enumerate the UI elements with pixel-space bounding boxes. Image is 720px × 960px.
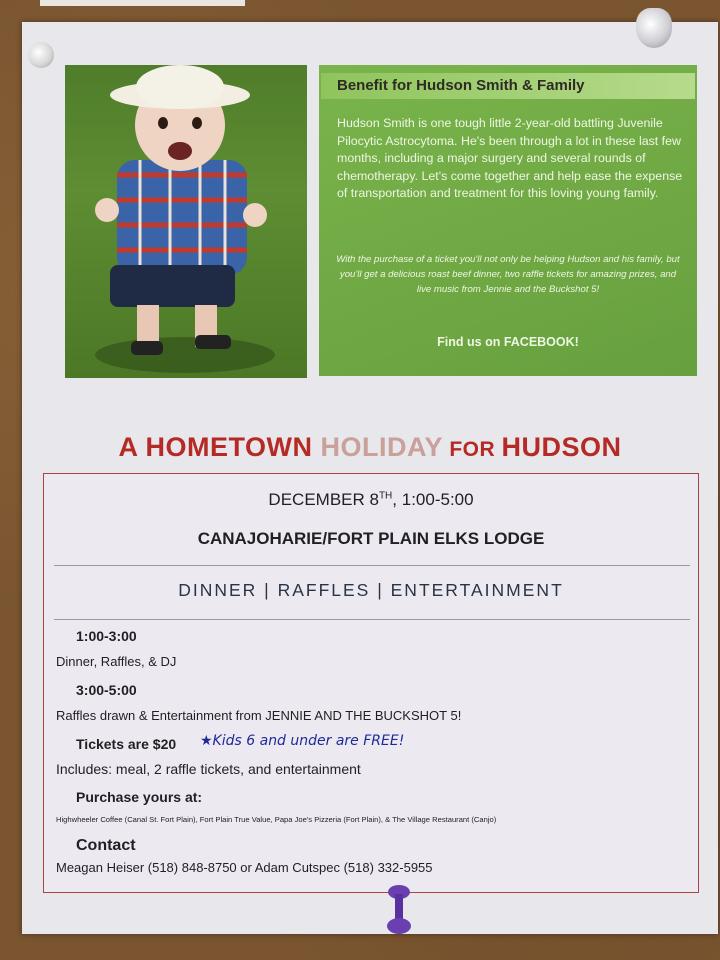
divider — [54, 619, 690, 620]
headline-part2: HOLIDAY — [320, 432, 443, 462]
schedule-desc-2: Raffles drawn & Entertainment from JENNIE AND THE BUCKSHOT 5! — [56, 708, 462, 723]
benefit-title: Benefit for Hudson Smith & Family — [337, 77, 585, 94]
event-venue: CANAJOHARIE/FORT PLAIN ELKS LODGE — [197, 529, 545, 548]
benefit-ticket-note: With the purchase of a ticket you'll not only be helping Hudson and his family, but you'll get a delicious roast beef dinner, two raffle tickets for amazing prizes, and live music from Jennie and the Buckshot 5! — [336, 254, 680, 295]
benefit-description: Hudson Smith is one tough little 2-year-old battling Juvenile Pilocytic Astrocytoma. He's been through a lot in these last few months, including a major surgery and several rounds of chemotherapy. Let's come together and help ease the expense of transportation and treatment for this loving young family. — [337, 116, 683, 200]
ticket-includes: Includes: meal, 2 raffle tickets, and entertainment — [56, 761, 361, 777]
headline — [0, 432, 720, 463]
child-photo — [65, 65, 307, 378]
event-date: DECEMBER 8TH, 1:00-5:00 — [268, 490, 474, 509]
pushpin-icon — [28, 42, 54, 68]
purchase-locations: Highwheeler Coffee (Canal St. Fort Plain), Fort Plain True Value, Papa Joe's Pizzeria (Fort Plain), & The Village Restaurant (Canjo) — [56, 815, 497, 824]
event-details-box — [43, 473, 699, 893]
paper-strip — [40, 0, 245, 6]
pushpin-icon — [384, 884, 414, 936]
handwritten-note: ★Kids 6 and under are FREE! — [200, 733, 405, 749]
contact-info: Meagan Heiser (518) 848-8750 or Adam Cutspec (518) 332-5955 — [56, 860, 433, 875]
benefit-panel — [319, 65, 697, 376]
headline-part4: HUDSON — [501, 432, 622, 462]
schedule-time-2: 3:00-5:00 — [76, 682, 137, 698]
schedule-desc-1: Dinner, Raffles, & DJ — [56, 654, 177, 669]
purchase-heading: Purchase yours at: — [76, 789, 203, 805]
pushpin-icon — [636, 8, 672, 48]
contact-heading: Contact — [76, 837, 136, 854]
headline-part3: FOR — [443, 438, 502, 461]
ticket-price: Tickets are $20 — [76, 736, 177, 752]
event-tagline: DINNER | RAFFLES | ENTERTAINMENT — [178, 580, 564, 600]
facebook-note: Find us on FACEBOOK! — [437, 335, 579, 349]
headline-part1: A HOMETOWN — [118, 432, 321, 462]
divider — [54, 565, 690, 566]
schedule-time-1: 1:00-3:00 — [76, 628, 137, 644]
